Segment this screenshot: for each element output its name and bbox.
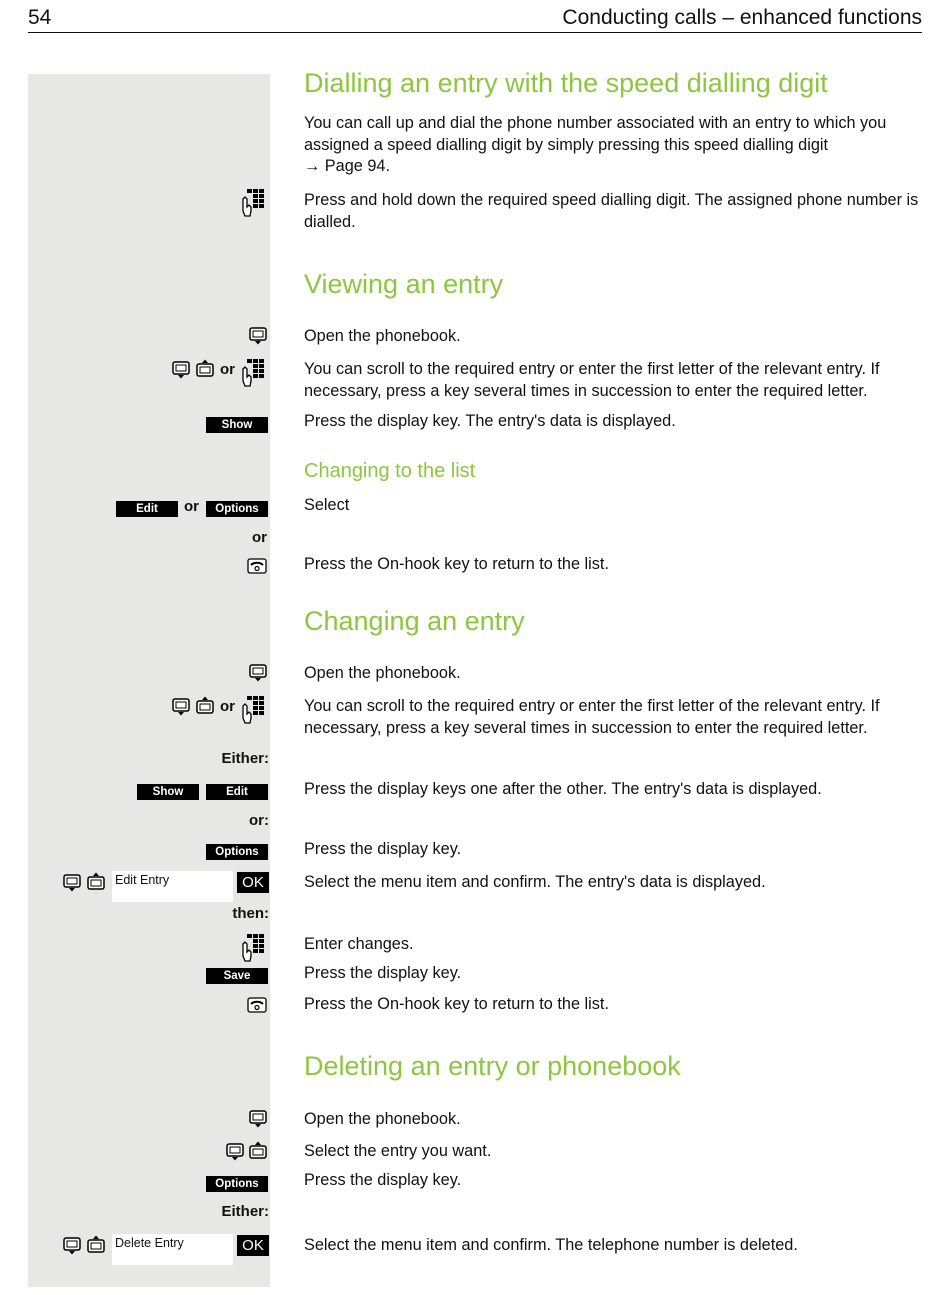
phonebook-down-icon xyxy=(249,664,267,682)
edit-key[interactable]: Edit xyxy=(206,784,268,800)
viewing-step-show: Press the display key. The entry's data is displayed. xyxy=(304,412,676,430)
keypad-icon xyxy=(242,189,268,217)
ok-key[interactable]: OK xyxy=(237,1235,269,1256)
section-title-viewing: Viewing an entry xyxy=(304,269,504,299)
deleting-step-select: Select the entry you want. xyxy=(304,1142,492,1160)
changing-step-open: Open the phonebook. xyxy=(304,664,461,682)
deleting-step-options: Press the display key. xyxy=(304,1171,462,1189)
keypad-icon xyxy=(242,359,268,387)
speed-dial-intro-text: You can call up and dial the phone number associated with an entry to which you assigned a speed dialling digit by simply pressing this speed dialling digit xyxy=(304,114,887,154)
speed-dial-intro xyxy=(304,113,926,178)
keypad-icon xyxy=(242,934,268,962)
or-label: or xyxy=(220,698,235,715)
either-label: Either: xyxy=(221,1203,269,1220)
phonebook-down-icon xyxy=(249,1110,267,1128)
show-key[interactable]: Show xyxy=(137,784,199,800)
section-title-speed-dial: Dialling an entry with the speed dialling digit xyxy=(304,68,828,98)
options-key[interactable]: Options xyxy=(206,1176,268,1192)
edit-key[interactable]: Edit xyxy=(116,501,178,517)
deleting-step-open: Open the phonebook. xyxy=(304,1110,461,1128)
keypad-icon xyxy=(242,696,268,724)
viewing-step-scroll: You can scroll to the required entry or enter the first letter of the relevant entry. If necessary, press a key several times in succession to enter the required letter. xyxy=(304,360,880,400)
changing-step-onhook: Press the On-hook key to return to the list. xyxy=(304,995,609,1013)
phonebook-up-icon xyxy=(196,696,214,714)
changing-step-menu: Select the menu item and confirm. The entry's data is displayed. xyxy=(304,873,766,891)
menu-item-delete-entry[interactable]: Delete Entry xyxy=(112,1234,233,1265)
page-number: 54 xyxy=(28,6,52,29)
show-key[interactable]: Show xyxy=(206,417,268,433)
phonebook-up-icon xyxy=(87,872,105,890)
viewing-step-onhook: Press the On-hook key to return to the list. xyxy=(304,555,609,573)
phonebook-down-icon xyxy=(249,327,267,345)
phonebook-down-icon xyxy=(172,698,190,716)
section-title-deleting: Deleting an entry or phonebook xyxy=(304,1051,681,1081)
changing-step-enter: Enter changes. xyxy=(304,935,414,953)
options-key[interactable]: Options xyxy=(206,501,268,517)
deleting-step-menu: Select the menu item and confirm. The telephone number is deleted. xyxy=(304,1236,798,1254)
section-title-changing: Changing an entry xyxy=(304,606,525,636)
changing-step-options: Press the display key. xyxy=(304,840,462,858)
subsection-title-changing-list: Changing to the list xyxy=(304,460,476,482)
ok-key[interactable]: OK xyxy=(237,872,269,893)
on-hook-icon xyxy=(247,997,267,1013)
phonebook-up-icon xyxy=(196,359,214,377)
running-title: Conducting calls – enhanced functions xyxy=(562,6,922,29)
save-key[interactable]: Save xyxy=(206,968,268,984)
phonebook-down-icon xyxy=(172,361,190,379)
either-label: Either: xyxy=(221,750,269,767)
speed-dial-step: Press and hold down the required speed dialling digit. The assigned phone number is dialled. xyxy=(304,191,919,231)
header-rule xyxy=(28,32,922,33)
viewing-step-select: Select xyxy=(304,496,350,514)
then-label: then: xyxy=(232,905,269,922)
options-key[interactable]: Options xyxy=(206,844,268,860)
viewing-step-open: Open the phonebook. xyxy=(304,327,461,345)
or-label: or xyxy=(220,361,235,378)
changing-step-save: Press the display key. xyxy=(304,964,462,982)
phonebook-down-icon xyxy=(63,874,81,892)
changing-step-scroll: You can scroll to the required entry or enter the first letter of the relevant entry. If necessary, press a key several times in succession to enter the required letter. xyxy=(304,697,880,737)
sidebar-column xyxy=(28,74,270,1287)
menu-item-edit-entry[interactable]: Edit Entry xyxy=(112,871,233,902)
or-label: or xyxy=(184,498,199,515)
phonebook-down-icon xyxy=(226,1143,244,1161)
phonebook-up-icon xyxy=(87,1235,105,1253)
phonebook-up-icon xyxy=(249,1141,267,1159)
or-label: or xyxy=(252,529,267,546)
page-reference-link[interactable]: → Page 94. xyxy=(304,157,390,175)
on-hook-icon xyxy=(247,558,267,574)
or-colon-label: or: xyxy=(249,812,269,829)
phonebook-down-icon xyxy=(63,1237,81,1255)
changing-step-show-edit: Press the display keys one after the other. The entry's data is displayed. xyxy=(304,780,822,798)
